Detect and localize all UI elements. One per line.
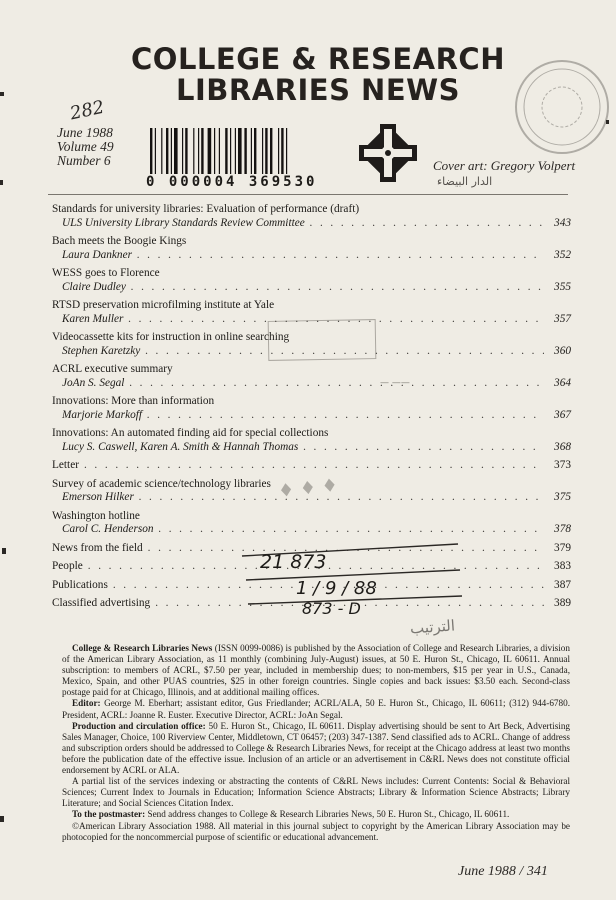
toc-title: Innovations: More than information	[52, 395, 215, 407]
toc-author-line	[52, 377, 571, 391]
toc-entry	[52, 459, 571, 473]
barcode-bar	[185, 128, 187, 174]
toc-title: WESS goes to Florence	[52, 267, 160, 279]
barcode-bar	[265, 128, 267, 174]
colophon-label: Production and circulation office:	[72, 720, 206, 731]
binding-mark	[0, 180, 3, 185]
barcode-bar	[270, 128, 272, 174]
barcode-bar	[238, 128, 242, 174]
colophon-title: College & Research Libraries News	[72, 643, 213, 653]
stamp-note: — ——	[380, 378, 410, 388]
toc-entry	[52, 363, 571, 390]
toc-title: Standards for university libraries: Evaluation of performance (draft)	[52, 203, 360, 215]
binding-mark	[2, 548, 6, 554]
toc-title: Survey of academic science/technology libraries	[52, 477, 271, 490]
toc-title: Bach meets the Boogie Kings	[52, 235, 187, 247]
colophon-publication	[62, 643, 570, 698]
library-stamp-icon	[510, 52, 614, 162]
stamp-arabic-text: الدار البيضاء	[437, 175, 493, 188]
barcode-bar	[214, 128, 215, 174]
library-rect-stamp	[268, 319, 377, 361]
toc-page-number: 343	[554, 216, 571, 229]
issue-volume: Volume 49	[57, 139, 114, 154]
toc-author-line	[52, 217, 571, 231]
toc-author: Carol C. Henderson	[62, 523, 154, 535]
toc-title: People	[52, 560, 83, 572]
toc-page-number: 389	[554, 597, 571, 609]
barcode	[148, 128, 336, 174]
barcode-bar	[161, 128, 162, 174]
toc-page-number: 373	[554, 459, 571, 471]
binding-mark	[606, 120, 609, 124]
colophon-text: (ISSN 0099-0086) is published by the Association of College and Research Libraries, a division of the American Library Association, as 11 monthly (combining July-August) issues, at 50 E. Huron St., Chicago, IL 60611. Annual subscription: to members of ACRL, $7.50 per year, included in membership dues; to non-members, $15 per year in U.S., Canada, Mexico, Spain, and other PUAS countries, $25 in other foreign countries. Single copies and back issues: $3.50 each. Second-class postage paid for at Chicago, Illinois, and at additional mailing offices.	[62, 643, 570, 698]
toc-author-line	[52, 409, 571, 423]
colophon-copyright: ©American Library Association 1988. All material in this journal subject to copyright by the American Library Association may be photocopied for the noncommercial purpose of scientific or educational advancement.	[62, 820, 570, 842]
toc-author: JoAn S. Segal	[62, 376, 125, 389]
colophon-label: Editor:	[72, 698, 101, 709]
faint-arabic-stamp: ♦ ♦ ♦	[277, 474, 339, 503]
toc-leader-dots	[139, 491, 544, 505]
barcode-bar	[171, 128, 172, 174]
colophon-editor	[62, 698, 570, 720]
stamp-number-line: 21 873	[260, 551, 327, 573]
barcode-bar	[193, 128, 194, 174]
toc-author-line	[52, 249, 571, 263]
barcode-bar	[230, 128, 231, 174]
toc-page-number: 368	[554, 440, 571, 453]
toc-page-number: 387	[554, 578, 571, 591]
toc-author: ULS University Library Standards Review Committee	[62, 216, 305, 229]
toc-author: Karen Muller	[62, 312, 124, 325]
barcode-bar	[235, 128, 236, 174]
issue-number: Number 6	[57, 153, 111, 168]
barcode-bar	[254, 128, 256, 174]
barcode-bar	[198, 128, 199, 174]
toc-title: Washington hotline	[52, 509, 140, 522]
toc-leader-dots	[147, 409, 544, 423]
toc-page-number: 375	[554, 491, 571, 503]
toc-page-number: 367	[554, 408, 571, 421]
barcode-bar	[174, 128, 178, 174]
barcode-bar	[208, 128, 212, 174]
toc-author: Claire Dudley	[62, 280, 126, 293]
toc-leader-dots	[129, 377, 544, 391]
colophon	[62, 643, 570, 843]
toc-page-number: 360	[554, 344, 571, 357]
issue-info	[57, 126, 114, 168]
cover-art-credit: Cover art: Gregory Volpert	[433, 158, 576, 173]
binding-mark	[0, 816, 4, 822]
barcode-bar	[201, 128, 203, 174]
toc-author: Marjorie Markoff	[62, 408, 143, 421]
toc-page-number: 383	[554, 560, 571, 572]
toc-title: RTSD preservation microfilming institute at Yale	[52, 299, 275, 311]
toc-author-line	[52, 281, 571, 295]
barcode-bar	[166, 128, 168, 174]
toc-author: Emerson Hilker	[62, 491, 134, 503]
toc-leader-dots	[131, 281, 544, 295]
toc-entry	[52, 203, 571, 230]
masthead-line-1: COLLEGE & RESEARCH	[131, 42, 505, 76]
toc-page-number: 357	[554, 312, 571, 325]
handwritten-stamp	[236, 538, 466, 618]
barcode-bar	[244, 128, 246, 174]
toc-page-number: 378	[554, 523, 571, 535]
toc-author: Lucy S. Caswell, Karen A. Smith & Hannah Thomas	[62, 440, 299, 453]
toc-author: Laura Dankner	[62, 248, 132, 261]
toc-author-line	[52, 523, 571, 537]
arabic-handwriting: الترتيب	[409, 616, 456, 638]
toc-leader-dots	[84, 459, 544, 473]
toc-leader-dots	[159, 523, 544, 537]
colophon-text: George M. Eberhart; assistant editor, Gus Friedlander; ACRL/ALA, 50 E. Huron St., Chicago, IL 60611; (312) 944-6780. President, ACRL: Joanne R. Euster. Executive Director, ACRL: JoAn Segal.	[62, 698, 570, 720]
barcode-bar	[278, 128, 279, 174]
barcode-bar	[225, 128, 227, 174]
colophon-indexing: A partial list of the services indexing or abstracting the contents of C&RL News includes: Current Contents: Social & Behavioral Sciences; Current Index to Journals in Education; Information Science Abstracts; Library & Information Science Abstracts; Library Literature; and Social Sciences Citation Index.	[62, 776, 570, 809]
toc-title: ACRL executive summary	[52, 363, 173, 375]
colophon-postmaster	[62, 809, 570, 820]
colophon-text: 50 E. Huron St., Chicago, IL 60611. Display advertising should be sent to Art Beck, Advertising Sales Manager, Choice, 100 Riverview Center, Middletown, CT 06457; (203) 347-1387. Send classified ads to ACRL. Change of address and subscription orders should be addressed to College & Research Libraries News, for receipt at the Chicago address at least two months before the publication date of the effective issue. Inclusion of an article or an advertisement in C&RL News does not constitute official endorsement by ACRL or ALA.	[62, 720, 571, 776]
barcode-bar	[182, 128, 183, 174]
colophon-production	[62, 721, 570, 776]
barcode-bar	[286, 128, 287, 174]
colophon-label: To the postmaster:	[72, 809, 146, 820]
toc-author: Stephen Karetzky	[62, 344, 141, 357]
stamp-date-line: 1 / 9 / 88	[296, 578, 377, 599]
toc-entry	[52, 510, 571, 537]
toc-title: Letter	[52, 459, 79, 471]
issue-date: June 1988	[57, 125, 113, 140]
stamp-code-line: 873 - D	[302, 599, 361, 618]
toc-entry	[52, 395, 571, 422]
toc-title: Innovations: An automated finding aid for special collections	[52, 427, 329, 439]
toc-title: Publications	[52, 578, 108, 591]
toc-title-line	[52, 459, 571, 473]
toc-entry	[52, 235, 571, 262]
toc-leader-dots	[303, 441, 544, 455]
barcode-bar	[251, 128, 252, 174]
toc-title: Classified advertising	[52, 597, 151, 609]
toc-title: Videocassette kits for instruction in online searching	[52, 331, 290, 343]
page-folio: June 1988 / 341	[458, 864, 548, 879]
toc-page-number: 355	[554, 280, 571, 293]
barcode-bar	[150, 128, 152, 174]
toc-title: News from the field	[52, 541, 143, 554]
cover-art-logo-icon	[353, 124, 423, 182]
handwritten-note: 282	[68, 96, 107, 125]
divider	[48, 194, 568, 195]
toc-leader-dots	[310, 217, 544, 231]
toc-leader-dots	[137, 249, 544, 263]
barcode-digits: 0 000004 369530	[146, 174, 318, 190]
barcode-bar	[155, 128, 156, 174]
toc-page-number: 379	[554, 541, 571, 554]
masthead	[118, 44, 518, 106]
colophon-text: Send address changes to College & Research Libraries News, 50 E. Huron St., Chicago, IL 60611.	[145, 809, 510, 820]
barcode-bar	[219, 128, 220, 174]
binding-mark	[0, 92, 4, 96]
masthead-line-2: LIBRARIES NEWS	[175, 73, 460, 107]
barcode-bar	[262, 128, 263, 174]
barcode-bar	[281, 128, 283, 174]
toc-page-number: 364	[554, 376, 571, 389]
toc-page-number: 352	[554, 248, 571, 261]
toc-entry	[52, 267, 571, 294]
toc-entry	[52, 427, 571, 454]
toc-author-line	[52, 441, 571, 455]
